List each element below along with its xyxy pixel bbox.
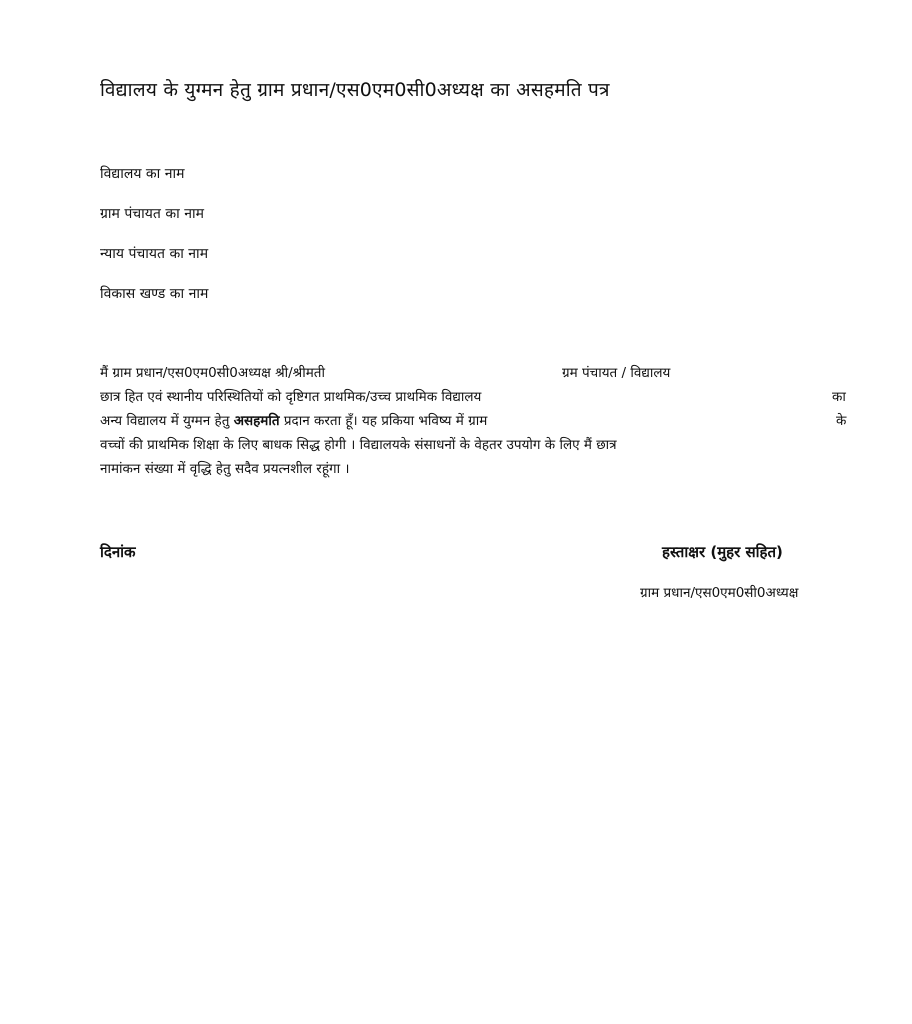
signature-label: हस्ताक्षर (मुहर सहित)	[662, 543, 783, 561]
letter-title: विद्यालय के युग्मन हेतु ग्राम प्रधान/एस0एम0सी0अध्यक्ष का असहमति पत्र	[100, 79, 610, 101]
paragraph-line-1	[100, 362, 852, 384]
paragraph-line-4	[100, 434, 852, 456]
paragraph-line-5	[100, 458, 852, 480]
paragraph-line-3	[100, 410, 852, 432]
disagreement-word: असहमति	[233, 413, 280, 429]
date-label: दिनांक	[100, 543, 136, 561]
field-nyay-panchayat-name: न्याय पंचायत का नाम	[100, 246, 209, 262]
paragraph-line-1-start: मैं ग्राम प्रधान/एस0एम0सी0अध्यक्ष श्री/श्रीमती	[100, 365, 325, 381]
field-school-name: विद्यालय का नाम	[100, 166, 185, 182]
field-block-name: विकास खण्ड का नाम	[100, 286, 209, 302]
paragraph-line-3-text-c: प्रदान करता हूँ। यह प्रकिया भविष्य में ग्राम	[279, 413, 488, 429]
paragraph-line-4-text: वच्चों की प्राथमिक शिक्षा के लिए बाधक सिद्ध होगी । विद्यालयके संसाधनों के वेहतर उपयोग के लिए मैं छात्र	[100, 437, 617, 453]
paragraph-line-3-text-a: अन्य विद्यालय में युग्मन हेतु	[100, 413, 234, 429]
paragraph-line-1-end: ग्रम पंचायत / विद्यालय	[562, 365, 671, 381]
paragraph-line-3-start	[100, 410, 487, 432]
paragraph-line-2	[100, 386, 852, 408]
paragraph-line-2-end: का	[832, 389, 846, 405]
signature-role: ग्राम प्रधान/एस0एम0सी0अध्यक्ष	[640, 585, 799, 601]
paragraph-line-5-text: नामांकन संख्या में वृद्धि हेतु सदैव प्रयत्नशील रहूंगा ।	[100, 461, 350, 477]
field-gram-panchayat-name: ग्राम पंचायत का नाम	[100, 206, 204, 222]
paragraph-line-2-start: छात्र हित एवं स्थानीय परिस्थितियों को दृष्टिगत प्राथमिक/उच्च प्राथमिक विद्यालय	[100, 389, 482, 405]
paragraph-line-3-end: के	[836, 413, 847, 429]
